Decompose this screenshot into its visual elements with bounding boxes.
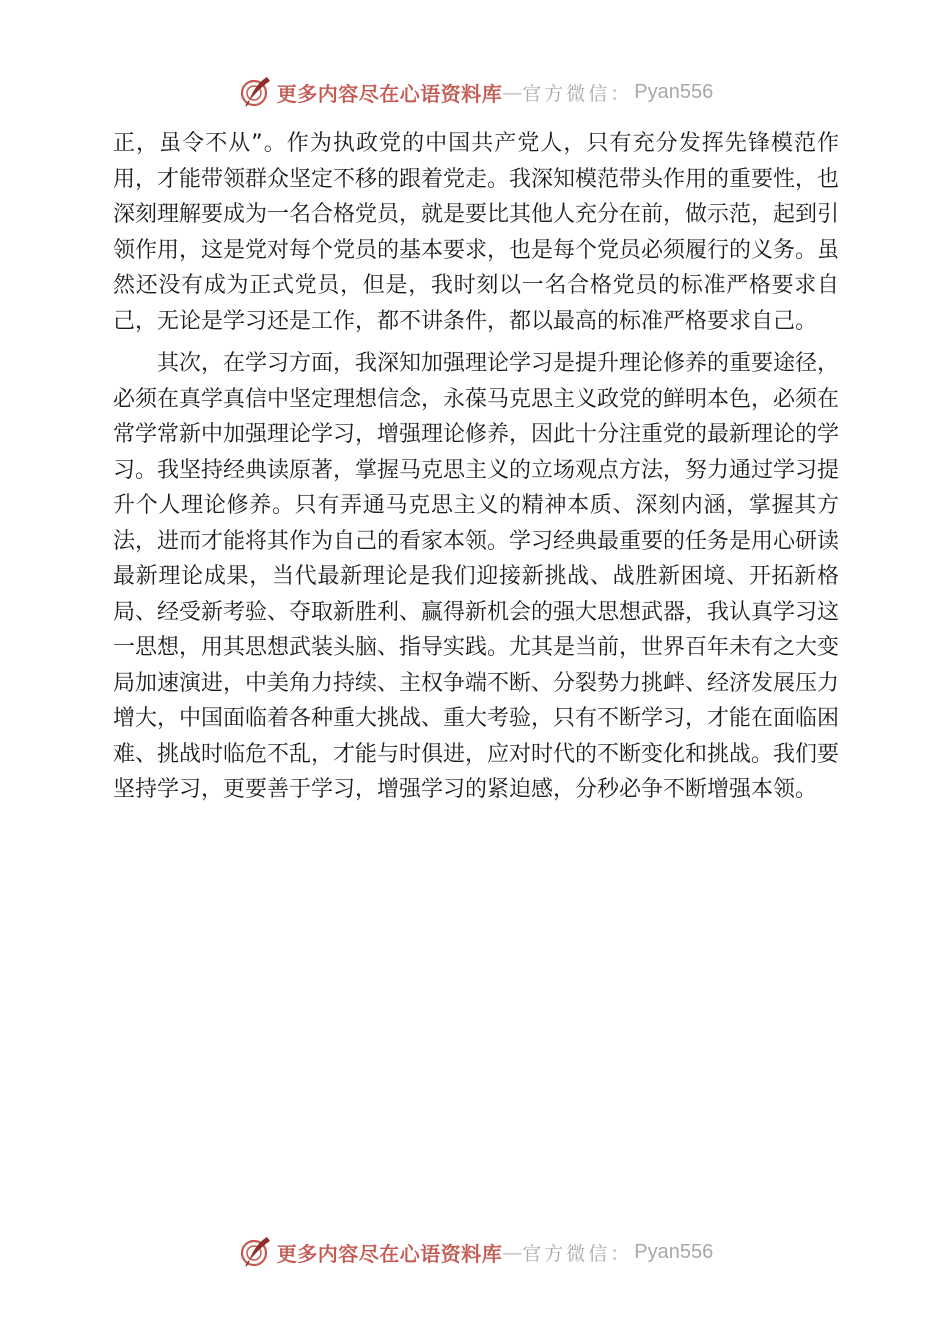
paragraph-1: 正，虽令不从”。作为执政党的中国共产党人，只有充分发挥先锋模范作用，才能带领群众坚定不移的跟着党走。我深知模范带头作用的重要性，也深刻理解要成为一名合格党员，就是要比其他人充分在前，做示范，起到引领作用，这是党对每个党员的基本要求，也是每个党员必须履行的义务。虽然还没有成为正式党员，但是，我时刻以一名合格党员的标准严格要求自己，无论是学习还是工作，都不讲条件，都以最高的标准严格要求自己。 (113, 131, 840, 334)
watermark-id-text: Pyan556 (634, 80, 714, 103)
watermark-dash: — (502, 80, 523, 104)
footer-watermark (0, 1232, 950, 1272)
paragraph-2: 其次，在学习方面，我深知加强理论学习是提升理论修养的重要途径，必须在真学真信中坚定理想信念，永葆马克思主义政党的鲜明本色，必须在常学常新中加强理论学习，增强理论修养，因此十分注重党的最新理论的学习。我坚持经典读原著，掌握马克思主义的立场观点方法，努力通过学习提升个人理论修养。只有弄通马克思主义的精神本质、深刻内涵，掌握其方法，进而才能将其作为自己的看家本领。学习经典最重要的任务是用心研读最新理论成果，当代最新理论是我们迎接新挑战、战胜新困境、开拓新格局、经受新考验、夺取新胜利、赢得新机会的强大思想武器，我认真学习这一思想，用其思想武装头脑、指导实践。尤其是当前，世界百年未有之大变局加速演进，中美角力持续、主权争端不断、分裂势力挑衅、经济发展压力增大，中国面临着各种重大挑战、重大考验，只有不断学习，才能在面临困难、挑战时临危不乱，才能与时俱进，应对时代的不断变化和挑战。我们要坚持学习，更要善于学习，增强学习的紧迫感，分秒必争不断增强本领。 (113, 351, 840, 802)
watermark-dash: — (502, 1240, 523, 1264)
watermark-sub-text: 官方微信： (522, 1242, 633, 1265)
quill-pen-circle-icon (237, 74, 273, 110)
watermark-main-text: 更多内容尽在心语资料库 (276, 81, 503, 106)
quill-pen-circle-icon (237, 1234, 273, 1270)
header-watermark (0, 72, 950, 112)
document-body (113, 126, 839, 808)
watermark-main-text: 更多内容尽在心语资料库 (276, 1241, 503, 1266)
watermark-id-text: Pyan556 (634, 1240, 714, 1263)
watermark-sub-text: 官方微信： (522, 82, 633, 105)
